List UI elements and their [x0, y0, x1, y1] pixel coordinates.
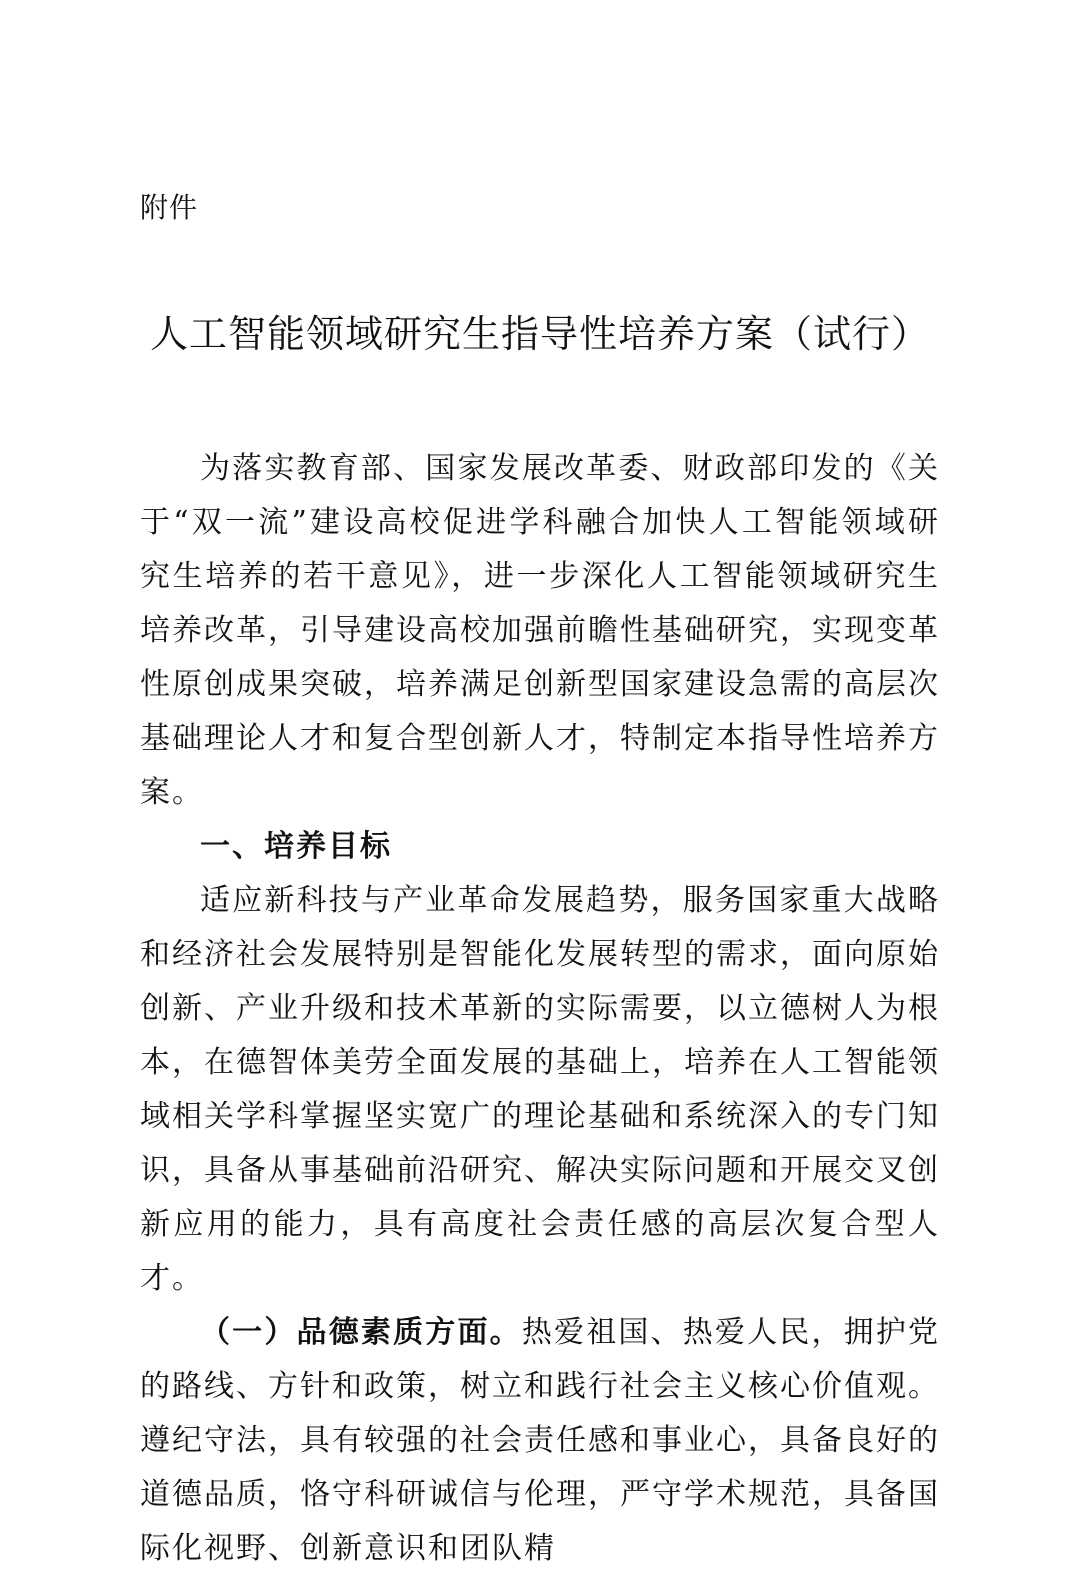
intro-paragraph: 为落实教育部、国家发展改革委、财政部印发的《关于“双一流”建设高校促进学科融合加快人工智能领域研究生培养的若干意见》，进一步深化人工智能领域研究生培养改革，引导建设高校加强前瞻性基础研究，实现变革性原创成果突破，培养满足创新型国家建设急需的高层次基础理论人才和复合型创新人才，特制定本指导性培养方案。 [140, 451, 940, 810]
moral-quality-paragraph [140, 1306, 940, 1576]
attachment-label: 附件 [140, 191, 199, 224]
document-body [140, 442, 940, 1576]
section-heading-training-goals: 一、培养目标 [200, 829, 392, 864]
document-title: 人工智能领域研究生指导性培养方案（试行） [149, 312, 930, 356]
training-goals-paragraph: 适应新科技与产业革命发展趋势，服务国家重大战略和经济社会发展特别是智能化发展转型的需求，面向原始创新、产业升级和技术革新的实际需要，以立德树人为根本，在德智体美劳全面发展的基础上，培养在人工智能领域相关学科掌握坚实宽广的理论基础和系统深入的专门知识，具备从事基础前沿研究、解决实际问题和开展交叉创新应用的能力，具有高度社会责任感的高层次复合型人才。 [140, 883, 940, 1296]
moral-quality-body: 热爱祖国、热爱人民，拥护党的路线、方针和政策，树立和践行社会主义核心价值观。遵纪守法，具有较强的社会责任感和事业心，具备良好的道德品质，恪守科研诚信与伦理，严守学术规范，具备国际化视野、创新意识和团队精 [140, 1315, 941, 1566]
moral-quality-lead: （一）品德素质方面。 [200, 1315, 522, 1350]
